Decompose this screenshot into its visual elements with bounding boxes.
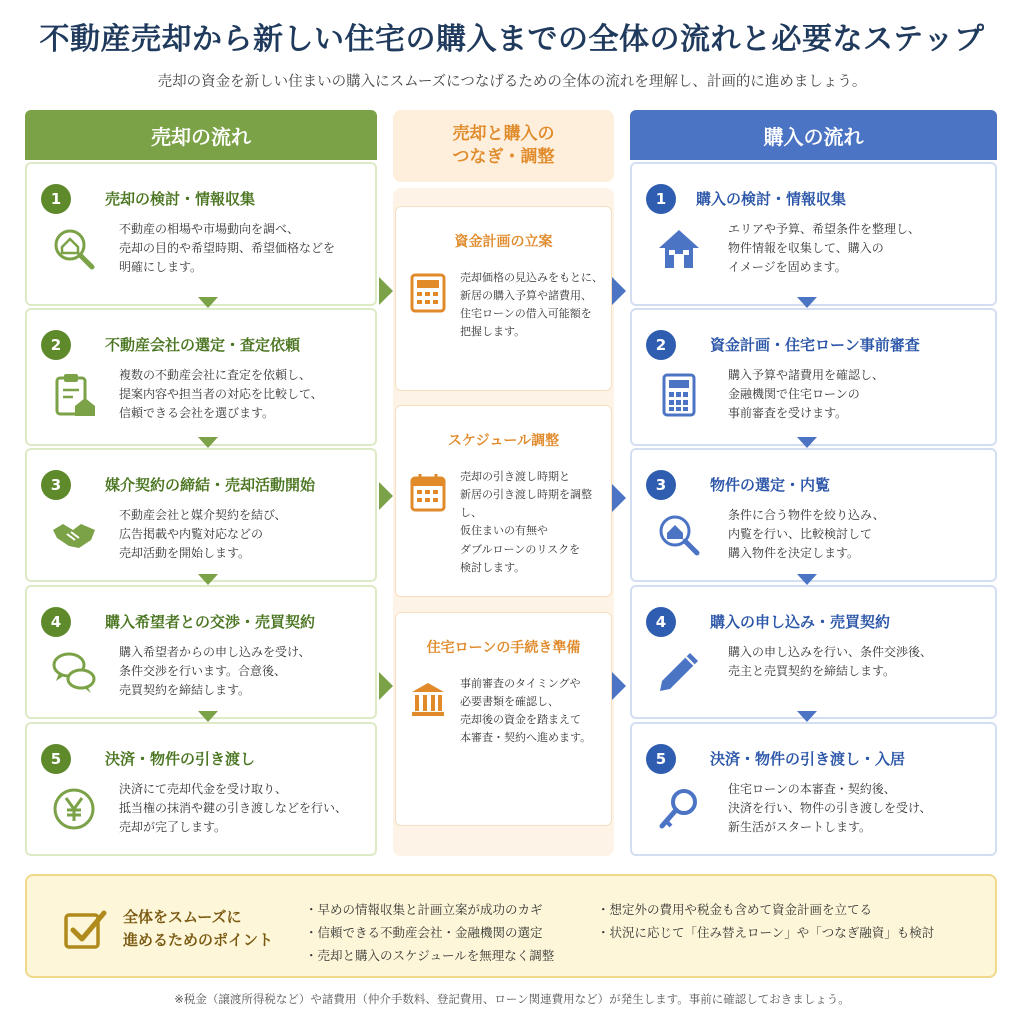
buy-step-1 bbox=[630, 162, 997, 306]
step-number: 5 bbox=[646, 744, 676, 774]
sell-step-3 bbox=[25, 448, 377, 582]
house-search-icon bbox=[656, 512, 702, 558]
key-icon bbox=[656, 786, 702, 832]
step-title: 資金計画・住宅ローン事前審査 bbox=[710, 336, 920, 354]
buy-step-5 bbox=[630, 722, 997, 856]
sell-step-1 bbox=[25, 162, 377, 306]
right-arrow-icon bbox=[612, 277, 626, 305]
key-points-box bbox=[25, 874, 997, 978]
step-description: 住宅ローンの本審査・契約後、 決済を行い、物件の引き渡しを受け、 新生活がスタートします。 bbox=[728, 782, 932, 835]
bridge-step-schedule bbox=[395, 405, 612, 597]
key-points-title: 全体をスムーズに 進めるためのポイント bbox=[123, 908, 274, 950]
step-number: 1 bbox=[41, 184, 71, 214]
checkbox-icon bbox=[63, 908, 107, 952]
down-arrow-icon bbox=[797, 297, 817, 308]
step-title: 売却の検討・情報収集 bbox=[105, 190, 256, 208]
key-point-item: ・ 信頼できる不動産会社・金融機関の選定 bbox=[305, 921, 554, 944]
step-title: 購入の検討・情報収集 bbox=[696, 190, 847, 208]
down-arrow-icon bbox=[198, 297, 218, 308]
step-title: 媒介契約の締結・売却活動開始 bbox=[105, 476, 316, 494]
step-number: 3 bbox=[646, 470, 676, 500]
step-number: 2 bbox=[646, 330, 676, 360]
clipboard-house-icon bbox=[51, 372, 97, 418]
step-description: 不動産会社と媒介契約を結び、 広告掲載や内覧対応などの 売却活動を開始します。 bbox=[119, 508, 287, 561]
sell-step-2 bbox=[25, 308, 377, 446]
sell-column-header: 売却の流れ bbox=[25, 110, 377, 160]
chat-bubbles-icon bbox=[51, 649, 97, 695]
house-icon bbox=[656, 226, 702, 272]
step-title: 物件の選定・内覧 bbox=[710, 476, 831, 494]
right-arrow-icon bbox=[612, 484, 626, 512]
sell-step-4 bbox=[25, 585, 377, 719]
bridge-step-funding-plan bbox=[395, 206, 612, 391]
step-number: 2 bbox=[41, 330, 71, 360]
step-title: 決済・物件の引き渡し bbox=[105, 750, 256, 768]
calculator-icon bbox=[656, 372, 702, 418]
buy-step-2 bbox=[630, 308, 997, 446]
step-description: 不動産の相場や市場動向を調べ、 売却の目的や希望時期、希望価格などを 明確にします。 bbox=[119, 222, 336, 275]
right-arrow-icon bbox=[379, 672, 393, 700]
step-description: 複数の不動産会社に査定を依頼し、 提案内容や担当者の対応を比較して、 信頼できる会社を選びます。 bbox=[119, 368, 323, 421]
bridge-step-description: 売却の引き渡し時期と 新居の引き渡し時期を調整し、 仮住まいの有無や ダブルローンのリスクを 検討します。 bbox=[460, 470, 592, 574]
step-title: 不動産会社の選定・査定依頼 bbox=[105, 336, 301, 354]
down-arrow-icon bbox=[797, 574, 817, 585]
house-search-icon bbox=[51, 226, 97, 272]
step-number: 1 bbox=[646, 184, 676, 214]
bridge-step-description: 売却価格の見込みをもとに、 新居の購入予算や諸費用、 住宅ローンの借入可能額を 把握します。 bbox=[460, 271, 603, 339]
step-description: 購入希望者からの申し込みを受け、 条件交渉を行います。合意後、 売買契約を締結します。 bbox=[119, 645, 311, 698]
pen-icon bbox=[656, 649, 702, 695]
bank-icon bbox=[410, 679, 446, 719]
step-number: 4 bbox=[646, 607, 676, 637]
sell-step-5 bbox=[25, 722, 377, 856]
step-number: 5 bbox=[41, 744, 71, 774]
buy-step-4 bbox=[630, 585, 997, 719]
step-title: 決済・物件の引き渡し・入居 bbox=[710, 750, 906, 768]
bridge-header-line2: つなぎ・調整 bbox=[452, 147, 555, 167]
footnote: ※税金（譲渡所得税など）や諸費用（仲介手数料、登記費用、ローン関連費用など）が発生します。事前に確認しておきましょう。 bbox=[174, 992, 850, 1006]
down-arrow-icon bbox=[198, 711, 218, 722]
bridge-step-description: 事前審査のタイミングや 必要書類を確認し、 売却後の資金を踏まえて 本審査・契約へ進めます。 bbox=[460, 677, 592, 745]
page-title: 不動産売却から新しい住宅の購入までの全体の流れと必要なステップ bbox=[39, 22, 985, 57]
bridge-header-line1: 売却と購入の bbox=[452, 124, 555, 145]
right-arrow-icon bbox=[379, 277, 393, 305]
bridge-step-title: 住宅ローンの手続き準備 bbox=[426, 640, 581, 656]
key-point-item: ・ 早めの情報収集と計画立案が成功のカギ bbox=[305, 898, 554, 921]
bridge-step-loan-prep bbox=[395, 612, 612, 826]
yen-coin-icon bbox=[51, 786, 97, 832]
down-arrow-icon bbox=[198, 437, 218, 448]
bridge-column-header bbox=[393, 110, 614, 182]
down-arrow-icon bbox=[198, 574, 218, 585]
step-description: エリアや予算、希望条件を整理し、 物件情報を収集して、購入の イメージを固めます。 bbox=[728, 222, 921, 275]
step-description: 条件に合う物件を絞り込み、 内覧を行い、比較検討して 購入物件を決定します。 bbox=[728, 508, 885, 561]
bridge-step-title: スケジュール調整 bbox=[447, 433, 560, 449]
handshake-icon bbox=[51, 512, 97, 558]
key-point-item: ・ 売却と購入のスケジュールを無理なく調整 bbox=[305, 944, 554, 967]
step-number: 4 bbox=[41, 607, 71, 637]
step-description: 購入予算や諸費用を確認し、 金融機関で住宅ローンの 事前審査を受けます。 bbox=[728, 368, 885, 421]
buy-column-header: 購入の流れ bbox=[630, 110, 997, 160]
key-points-list-left bbox=[305, 898, 554, 967]
step-title: 購入希望者との交渉・売買契約 bbox=[105, 613, 316, 631]
step-description: 決済にて売却代金を受け取り、 抵当権の抹消や鍵の引き渡しなどを行い、 売却が完了します。 bbox=[119, 782, 348, 835]
step-description: 購入の申し込みを行い、条件交渉後、 売主と売買契約を締結します。 bbox=[728, 645, 933, 679]
step-number: 3 bbox=[41, 470, 71, 500]
step-title: 購入の申し込み・売買契約 bbox=[710, 613, 891, 631]
calendar-icon bbox=[410, 472, 446, 512]
buy-step-3 bbox=[630, 448, 997, 582]
down-arrow-icon bbox=[797, 437, 817, 448]
right-arrow-icon bbox=[612, 672, 626, 700]
calculator-icon bbox=[410, 273, 446, 313]
right-arrow-icon bbox=[379, 482, 393, 510]
key-point-item: ・ 想定外の費用や税金も含めて資金計画を立てる bbox=[597, 898, 934, 921]
key-point-item: ・ 状況に応じて「住み替えローン」や「つなぎ融資」も検討 bbox=[597, 921, 934, 944]
key-points-list-right bbox=[597, 898, 934, 944]
down-arrow-icon bbox=[797, 711, 817, 722]
bridge-step-title: 資金計画の立案 bbox=[454, 234, 553, 250]
page-subtitle: 売却の資金を新しい住まいの購入にスムーズにつなげるための全体の流れを理解し、計画的に進めましょう。 bbox=[157, 74, 867, 90]
